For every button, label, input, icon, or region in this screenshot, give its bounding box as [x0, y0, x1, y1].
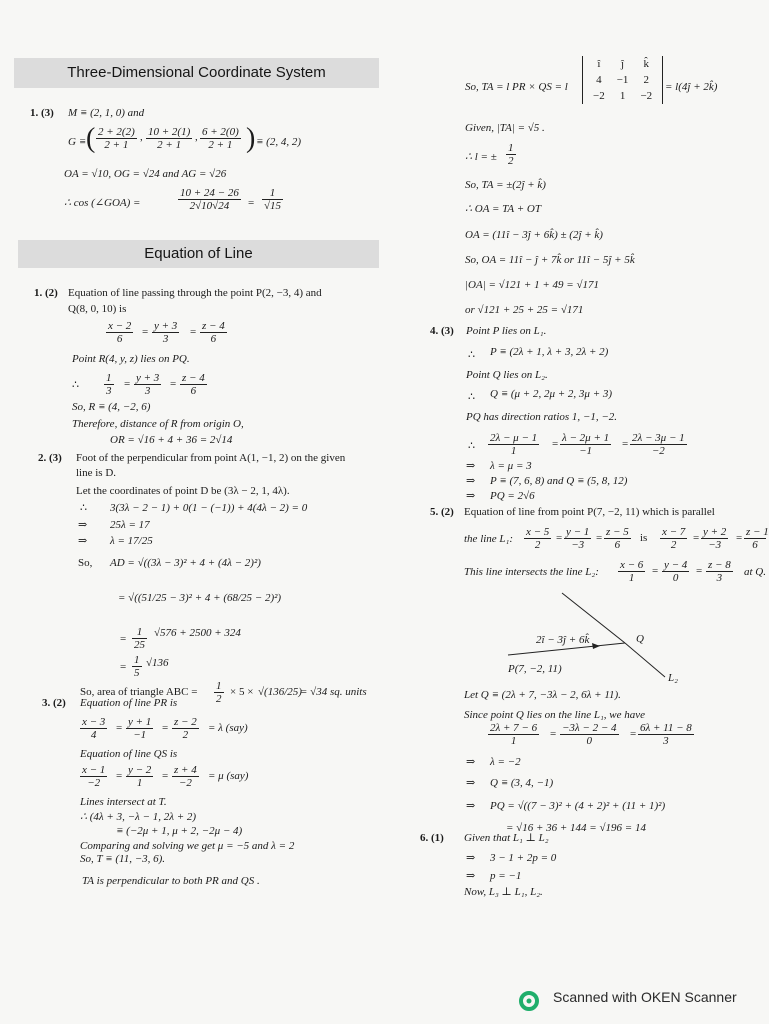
- text-line: 25λ = 17: [110, 519, 150, 531]
- arrow-head: [592, 643, 600, 649]
- text-line: So, OA = 11î − ĵ + 7k̂ or 11î − 5ĵ + 5k̂: [465, 254, 635, 266]
- text-line: ∴ cos (∠GOA) =: [64, 197, 141, 209]
- fraction: $\frac{2\lambda - 3\mu - 1}{-2}$: [632, 432, 685, 457]
- diagram-label-direction: 2î − 3ĵ + 6k̂: [536, 634, 590, 646]
- text-line: = l(4ĵ + 2k̂): [665, 81, 718, 93]
- equals: =: [552, 438, 559, 450]
- comma: ,: [195, 131, 198, 143]
- equals: =: [162, 770, 169, 782]
- text-line: line is D.: [76, 467, 117, 479]
- so-label: So,: [78, 557, 93, 569]
- text-line: Equation of line QS is: [80, 748, 178, 760]
- fraction: $\frac{x - 7}{2}$: [662, 526, 686, 551]
- implies: ⇒: [466, 852, 476, 864]
- oken-scanner-logo-icon: [518, 990, 540, 1012]
- text-line: This line intersects the line L₂:: [464, 566, 599, 578]
- text-line: P ≡ (7, 6, 8) and Q ≡ (5, 8, 12): [490, 475, 628, 487]
- text-line: PQ = 2√6: [490, 490, 535, 502]
- text-line: =: [248, 197, 255, 209]
- equals: =: [124, 378, 131, 390]
- q-number: 5. (2): [430, 506, 454, 518]
- implies: ⇒: [78, 535, 88, 547]
- paren: ): [246, 123, 256, 154]
- text-line: P ≡ (2λ + 1, λ + 3, 2λ + 2): [490, 346, 609, 358]
- text-line: Equation of line PR is: [80, 697, 178, 709]
- text-line: Q ≡ (μ + 2, 2μ + 2, 3μ + 3): [490, 388, 613, 400]
- text-line: √576 + 2500 + 324: [154, 627, 241, 639]
- text-line: = √34 sq. units: [300, 686, 367, 698]
- section-header-line: Equation of Line: [18, 240, 379, 268]
- section-header-3d: Three-Dimensional Coordinate System: [14, 58, 379, 88]
- fraction: $\frac{10 + 24 - 26}{2√10√24}$: [180, 187, 239, 212]
- therefore: ∴: [468, 349, 475, 361]
- therefore: ∴: [468, 440, 475, 452]
- text-line: PQ = √((7 − 3)² + (4 + 2)² + (11 + 1)²): [490, 800, 666, 812]
- text-line: the line L₁:: [464, 533, 514, 545]
- text-line: AD = √((3λ − 3)² + 4 + (4λ − 2)²): [110, 557, 261, 569]
- therefore: ∴: [468, 391, 475, 403]
- equals: =: [556, 532, 563, 544]
- implies: ⇒: [466, 490, 476, 502]
- equals: =: [630, 728, 637, 740]
- text-line: Lines intersect at T.: [80, 796, 167, 808]
- fraction: $\frac{z - 2}{2}$: [174, 716, 197, 741]
- text-line: So, R ≡ (4, −2, 6): [72, 401, 151, 413]
- text-line: So, area of triangle ABC =: [80, 686, 198, 698]
- fraction: $\frac{z + 4}{-2}$: [174, 764, 197, 789]
- text-line: Now, L₃ ⊥ L₁, L₂.: [464, 886, 543, 898]
- text-line: Since point Q lies on the line L₁, we have: [464, 709, 646, 721]
- text-line: TA is perpendicular to both PR and QS .: [82, 875, 260, 887]
- text-line: ∴ l = ±: [465, 151, 497, 163]
- fraction: $\frac{z - 4}{6}$: [182, 372, 205, 397]
- text-line: at Q.: [744, 566, 766, 578]
- fraction: $\frac{z - 1}{6}$: [746, 526, 769, 551]
- text-line: √(136/25): [258, 686, 302, 698]
- text-line: ∴ (4λ + 3, −λ − 1, 2λ + 2): [80, 811, 197, 823]
- text-line: Comparing and solving we get μ = −5 and λ = 2: [80, 840, 295, 852]
- text-line: λ = −2: [490, 756, 521, 768]
- line-l2-lower: [625, 643, 665, 677]
- equals: =: [116, 770, 123, 782]
- fraction: $\frac{1}{25}$: [134, 626, 145, 651]
- fraction: $\frac{\lambda - 2\mu + 1}{-1}$: [562, 432, 610, 457]
- scanner-watermark: Scanned with OKEN Scanner: [553, 989, 737, 1005]
- text-line: = √16 + 36 + 144 = √196 = 14: [506, 822, 646, 834]
- implies: ⇒: [466, 777, 476, 789]
- text-line: Given, |TA| = √5 .: [465, 122, 545, 134]
- fraction: $\frac{1}{5}$: [134, 654, 140, 679]
- fraction: $\frac{6 + 2(0)}{2 + 1}$: [202, 126, 239, 151]
- text-line: Foot of the perpendicular from point A(1, −1, 2) on the given: [76, 452, 346, 464]
- text-line: 3 − 1 + 2p = 0: [490, 852, 557, 864]
- text-line: is: [640, 532, 648, 544]
- text-line: ≡ (−2μ + 1, μ + 2, −2μ − 4): [116, 825, 243, 837]
- fraction: $\frac{2 + 2(2)}{2 + 1}$: [98, 126, 135, 151]
- fraction: $\frac{x - 5}{2}$: [526, 526, 550, 551]
- fraction: $\frac{2\lambda - \mu - 1}{1}$: [490, 432, 538, 457]
- diagram-label-l2: L₂: [668, 672, 678, 684]
- text-line: Equation of line from point P(7, −2, 11) which is parallel: [464, 506, 715, 518]
- diagram-label-q: Q: [636, 633, 644, 645]
- equals: =: [736, 532, 743, 544]
- q-number: 4. (3): [430, 325, 454, 337]
- q-number: 1. (3): [30, 107, 54, 119]
- equals: =: [170, 378, 177, 390]
- fraction: $\frac{y + 3}{3}$: [136, 372, 160, 397]
- text-line: M ≡ (2, 1, 0) and: [68, 107, 145, 119]
- q-number: 1. (2): [34, 287, 58, 299]
- fraction: $\frac{6\lambda + 11 - 8}{3}$: [640, 722, 692, 747]
- fraction: $\frac{x - 6}{1}$: [620, 559, 644, 584]
- paren: (: [86, 123, 96, 154]
- equals: =: [120, 633, 127, 645]
- therefore: ∴: [72, 379, 79, 391]
- equals: =: [120, 661, 127, 673]
- text-line: So, T ≡ (11, −3, 6).: [80, 853, 166, 865]
- implies: ⇒: [78, 519, 88, 531]
- fraction: $\frac{1}{√15}$: [264, 187, 282, 212]
- fraction: $\frac{z - 4}{6}$: [202, 320, 225, 345]
- therefore: ∴: [80, 502, 87, 514]
- text-line: or √121 + 25 + 25 = √171: [465, 304, 584, 316]
- fraction: $\frac{y - 2}{1}$: [128, 764, 152, 789]
- fraction: $\frac{1}{2}$: [508, 142, 514, 167]
- text-line: So, TA = l PR × QS = l: [465, 81, 568, 93]
- implies: ⇒: [466, 460, 476, 472]
- text-line: Point R(4, y, z) lies on PQ.: [72, 353, 190, 365]
- implies: ⇒: [466, 870, 476, 882]
- text-line: Q ≡ (3, 4, −1): [490, 777, 554, 789]
- text-line: Q(8, 0, 10) is: [68, 303, 127, 315]
- text-line: OA = √10, OG = √24 and AG = √26: [64, 168, 227, 180]
- determinant: î ĵ k̂ 4 −1 2 −2 1 −2: [582, 56, 663, 104]
- text-line: λ = μ = 3: [490, 460, 532, 472]
- fraction: $\frac{y + 2}{-3}$: [703, 526, 727, 551]
- text-line: = λ (say): [208, 722, 248, 734]
- equals: =: [652, 565, 659, 577]
- equals: =: [190, 326, 197, 338]
- equals: =: [696, 565, 703, 577]
- fraction: $\frac{x - 3}{4}$: [82, 716, 106, 741]
- equals: =: [622, 438, 629, 450]
- fraction: $\frac{y + 1}{-1}$: [128, 716, 152, 741]
- q-number: 6. (1): [420, 832, 444, 844]
- fraction: $\frac{z - 5}{6}$: [606, 526, 629, 551]
- equals: =: [142, 326, 149, 338]
- implies: ⇒: [466, 475, 476, 487]
- text-line: λ = 17/25: [110, 535, 153, 547]
- text-line: Given that L₁ ⊥ L₂: [464, 832, 549, 844]
- fraction: $\frac{1}{2}$: [216, 680, 222, 705]
- fraction: $\frac{x - 2}{6}$: [108, 320, 132, 345]
- text-line: G ≡: [68, 136, 87, 148]
- fraction: $\frac{2\lambda + 7 - 6}{1}$: [490, 722, 538, 747]
- text-line: Therefore, distance of R from origin O,: [72, 418, 244, 430]
- equals: =: [116, 722, 123, 734]
- comma: ,: [140, 131, 143, 143]
- equals: =: [693, 532, 700, 544]
- equals: =: [162, 722, 169, 734]
- text-line: √136: [146, 657, 169, 669]
- text-line: OR = √16 + 4 + 36 = 2√14: [110, 434, 233, 446]
- text-line: Point P lies on L₁.: [466, 325, 547, 337]
- q-number: 2. (3): [38, 452, 62, 464]
- text-line: 3(3λ − 2 − 1) + 0(1 − (−1)) + 4(4λ − 2) = 0: [110, 502, 308, 514]
- text-line: Equation of line passing through the point P(2, −3, 4) and: [68, 287, 322, 299]
- text-line: = μ (say): [208, 770, 249, 782]
- fraction: $\frac{z - 8}{3}$: [708, 559, 731, 584]
- fraction: $\frac{-3\lambda - 2 - 4}{0}$: [562, 722, 617, 747]
- text-line: Point Q lies on L₂.: [466, 369, 548, 381]
- text-line: |OA| = √121 + 1 + 49 = √171: [465, 279, 599, 291]
- equals: =: [550, 728, 557, 740]
- text-line: OA = (11î − 3ĵ + 6k̂) ± (2ĵ + k̂): [465, 229, 603, 241]
- implies: ⇒: [466, 756, 476, 768]
- fraction: $\frac{y - 4}{0}$: [664, 559, 688, 584]
- q-number: 3. (2): [42, 697, 66, 709]
- fraction: $\frac{y - 1}{-3}$: [566, 526, 590, 551]
- fraction: $\frac{1}{3}$: [106, 372, 112, 397]
- text-line: p = −1: [490, 870, 522, 882]
- text-line: Let Q ≡ (2λ + 7, −3λ − 2, 6λ + 11).: [464, 689, 621, 701]
- diagram-label-p: P(7, −2, 11): [508, 663, 562, 675]
- fraction: $\frac{x - 1}{-2}$: [82, 764, 106, 789]
- implies: ⇒: [466, 800, 476, 812]
- equals: =: [596, 532, 603, 544]
- text-line: Let the coordinates of point D be (3λ − 2, 1, 4λ).: [76, 485, 290, 497]
- fraction: $\frac{10 + 2(1)}{2 + 1}$: [148, 126, 191, 151]
- text-line: So, TA = ±(2ĵ + k̂): [465, 179, 546, 191]
- text-line: = √((51/25 − 3)² + 4 + (68/25 − 2)²): [118, 592, 282, 604]
- text-line: ≡ (2, 4, 2): [256, 136, 301, 148]
- text-line: ∴ OA = TA + OT: [465, 203, 541, 215]
- text-line: PQ has direction ratios 1, −1, −2.: [466, 411, 618, 423]
- fraction: $\frac{y + 3}{3}$: [154, 320, 178, 345]
- text-line: × 5 ×: [230, 686, 254, 698]
